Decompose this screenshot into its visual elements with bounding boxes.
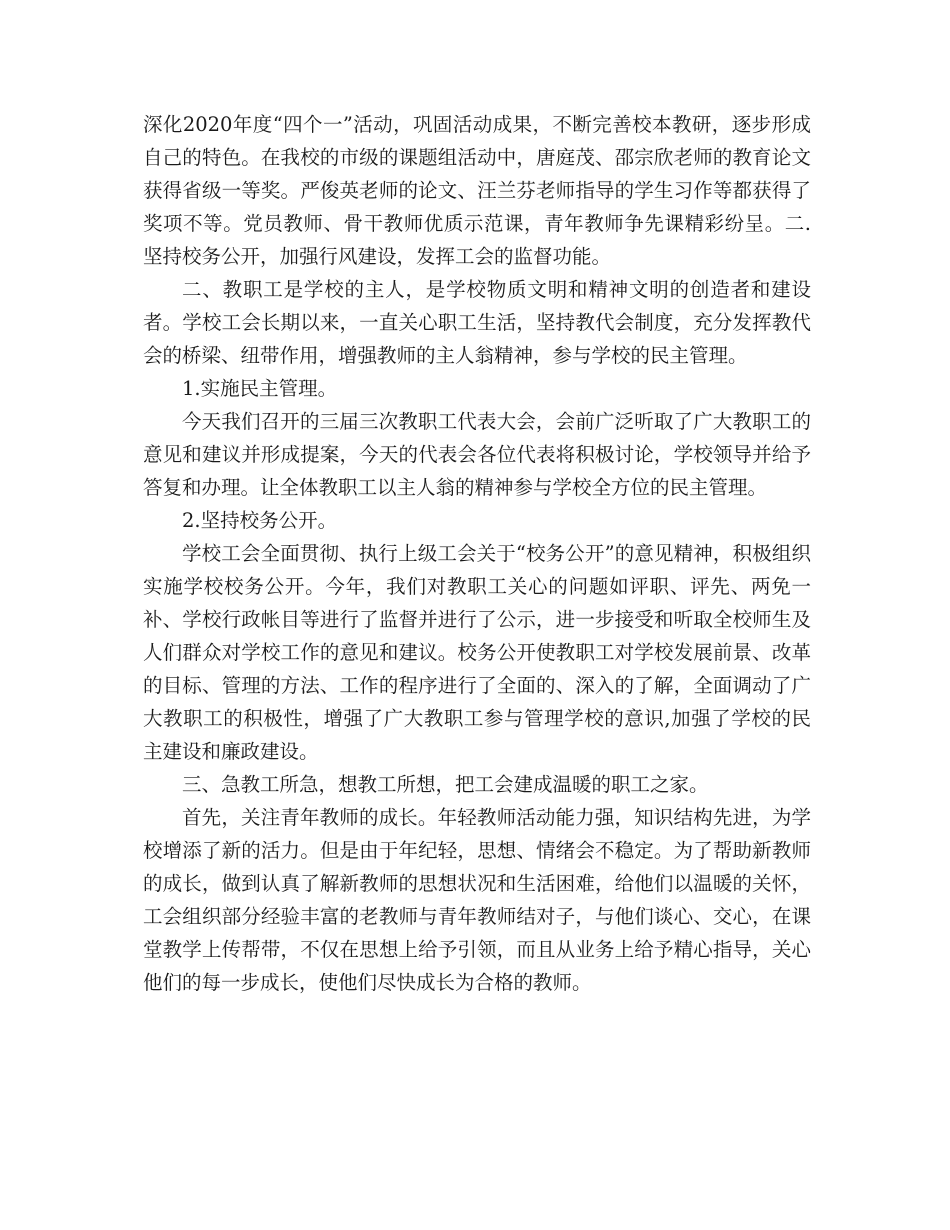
- paragraph-6-text: 学校工会全面贯彻、执行上级工会关于“校务公开”的意见精神，积极组织实施学校校务公开。今年，我们对教职工关心的问题如评职、评先、两免一补、学校行政帐目等进行了监督并进行了公示，进一步接受和听取全校师生及人们群众对学校工作的意见和建议。校务公开使教职工对学校发展前景、改革的目标、管理的方法、工作的程序进行了全面的、深入的了解，全面调动了广大教职工的积极性，增强了广大教职工参与管理学校的意识,加强了学校的民主建设和廉政建设。: [143, 542, 811, 763]
- paragraph-6: [143, 537, 811, 768]
- paragraph-8-text: 首先，关注青年教师的成长。年轻教师活动能力强，知识结构先进，为学校增添了新的活力。但是由于年纪轻，思想、情绪会不稳定。为了帮助新教师的成长，做到认真了解新教师的思想状况和生活困难，给他们以温暖的关怀，工会组织部分经验丰富的老教师与青年教师结对子，与他们谈心、交心，在课堂教学上传帮带，不仅在思想上给予引领，而且从业务上给予精心指导，关心他们的每一步成长，使他们尽快成长为合格的教师。: [143, 806, 811, 994]
- paragraph-1-text: 深化2020年度“四个一”活动，巩固活动成果，不断完善校本教研，逐步形成自己的特色。在我校的市级的课题组活动中，唐庭茂、邵宗欣老师的教育论文获得省级一等奖。严俊英老师的论文、汪兰芬老师指导的学生习作等都获得了奖项不等。党员教师、骨干教师优质示范课，青年教师争先课精彩纷呈。二.坚持校务公开，加强行风建设，发挥工会的监督功能。: [143, 113, 811, 268]
- paragraph-7-heading: [143, 768, 811, 801]
- paragraph-7-text: 三、急教工所急，想教工所想，把工会建成温暖的职工之家。: [182, 773, 709, 796]
- paragraph-5-text: 2.坚持校务公开。: [182, 509, 338, 532]
- paragraph-2-text: 二、教职工是学校的主人，是学校物质文明和精神文明的创造者和建设者。学校工会长期以来，一直关心职工生活，坚持教代会制度，充分发挥教代会的桥梁、纽带作用，增强教师的主人翁精神，参与学校的民主管理。: [143, 278, 811, 367]
- paragraph-3-heading: [143, 372, 811, 405]
- paragraph-2: [143, 273, 811, 372]
- paragraph-5-heading: [143, 504, 811, 537]
- paragraph-8: [143, 801, 811, 999]
- paragraph-4-text: 今天我们召开的三届三次教职工代表大会，会前广泛听取了广大教职工的意见和建议并形成提案，今天的代表会各位代表将积极讨论，学校领导并给予答复和办理。让全体教职工以主人翁的精神参与学校全方位的民主管理。: [143, 410, 811, 499]
- paragraph-4: [143, 405, 811, 504]
- paragraph-1: [143, 108, 811, 273]
- paragraph-3-text: 1.实施民主管理。: [182, 377, 338, 400]
- document-body: [143, 108, 811, 999]
